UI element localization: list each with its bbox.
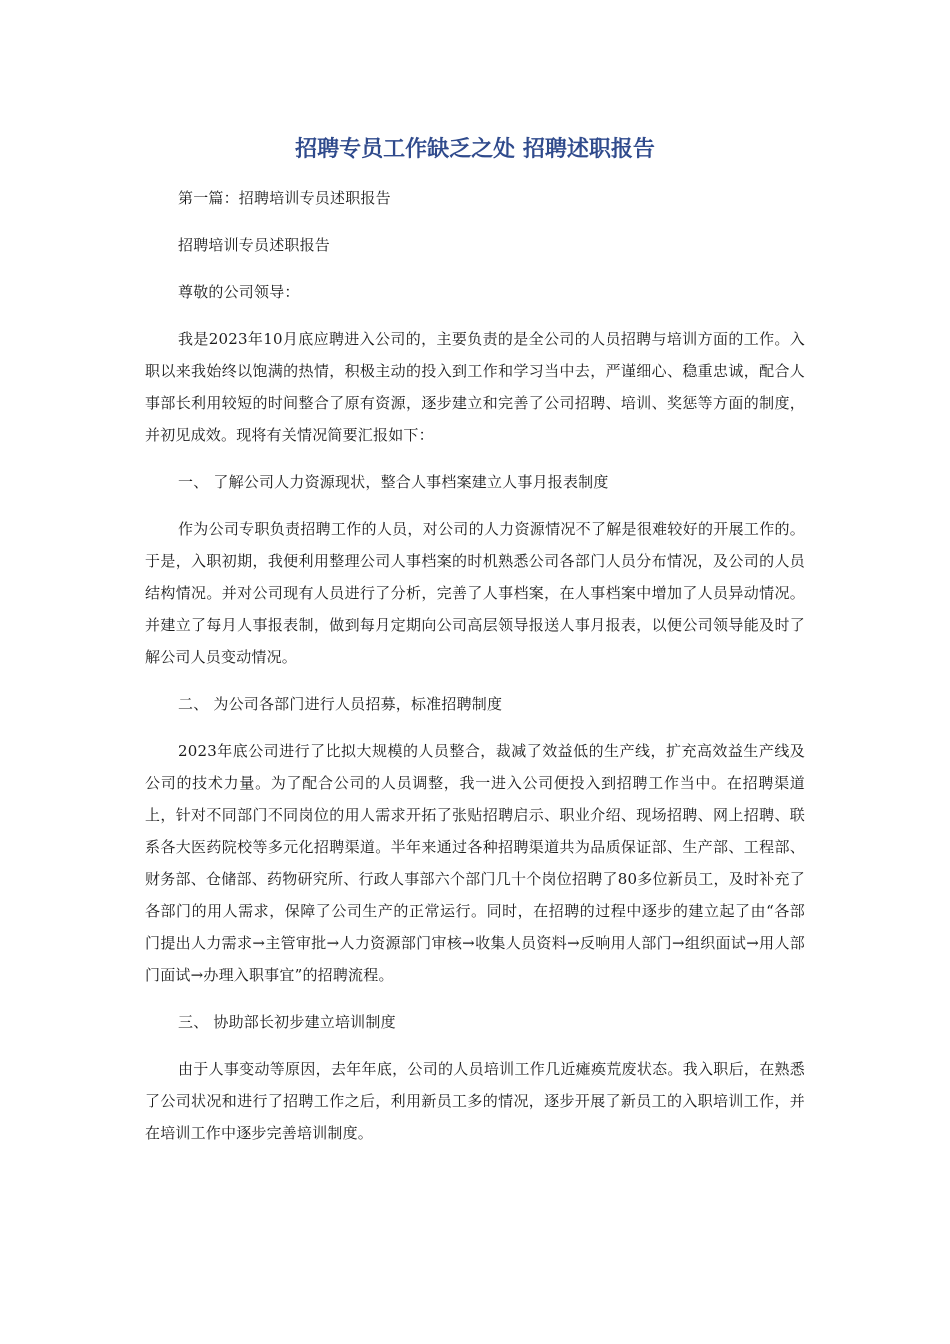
paragraph-one: 作为公司专职负责招聘工作的人员，对公司的人力资源情况不了解是很难较好的开展工作的。于是，入职初期，我便利用整理公司人事档案的时机熟悉公司各部门人员分布情况，及公司的人员结构情况。并对公司现有人员进行了分析，完善了人事档案，在人事档案中增加了人员异动情况。并建立了每月人事报表制，做到每月定期向公司高层领导报送人事月报表，以便公司领导能及时了解公司人员变动情况。 bbox=[145, 520, 805, 666]
section-title: 第一篇：招聘培训专员述职报告 bbox=[178, 189, 391, 207]
document-title: 招聘专员工作缺乏之处 招聘述职报告 bbox=[295, 137, 655, 162]
heading-two: 二、 为公司各部门进行人员招募，标准招聘制度 bbox=[178, 695, 503, 713]
heading-one: 一、 了解公司人力资源现状，整合人事档案建立人事月报表制度 bbox=[178, 473, 609, 491]
intro-paragraph: 我是2023年10月底应聘进入公司的，主要负责的是全公司的人员招聘与培训方面的工作。入职以来我始终以饱满的热情，积极主动的投入到工作和学习当中去，严谨细心、稳重忠诚，配合人事部长利用较短的时间整合了原有资源，逐步建立和完善了公司招聘、培训、奖惩等方面的制度，并初见成效。现将有关情况简要汇报如下： bbox=[145, 330, 805, 444]
report-title: 招聘培训专员述职报告 bbox=[178, 236, 331, 254]
document-body bbox=[145, 182, 805, 1164]
paragraph-two: 2023年底公司进行了比拟大规模的人员整合，裁减了效益低的生产线，扩充高效益生产线及公司的技术力量。为了配合公司的人员调整，我一进入公司便投入到招聘工作当中。在招聘渠道上，针对不同部门不同岗位的用人需求开拓了张贴招聘启示、职业介绍、现场招聘、网上招聘、联系各大医药院校等多元化招聘渠道。半年来通过各种招聘渠道共为品质保证部、生产部、工程部、财务部、仓储部、药物研究所、行政人事部六个部门几十个岗位招聘了80多位新员工，及时补充了各部门的用人需求，保障了公司生产的正常运行。同时，在招聘的过程中逐步的建立起了由“各部门提出人力需求→主管审批→人力资源部门审核→收集人员资料→反响用人部门→组织面试→用人部门面试→办理入职事宜”的招聘流程。 bbox=[145, 742, 805, 984]
paragraph-three: 由于人事变动等原因，去年年底，公司的人员培训工作几近瘫痪荒废状态。我入职后，在熟悉了公司状况和进行了招聘工作之后，利用新员工多的情况，逐步开展了新员工的入职培训工作，并在培训工作中逐步完善培训制度。 bbox=[145, 1060, 805, 1142]
salutation: 尊敬的公司领导： bbox=[178, 283, 300, 301]
heading-three: 三、 协助部长初步建立培训制度 bbox=[178, 1013, 396, 1031]
